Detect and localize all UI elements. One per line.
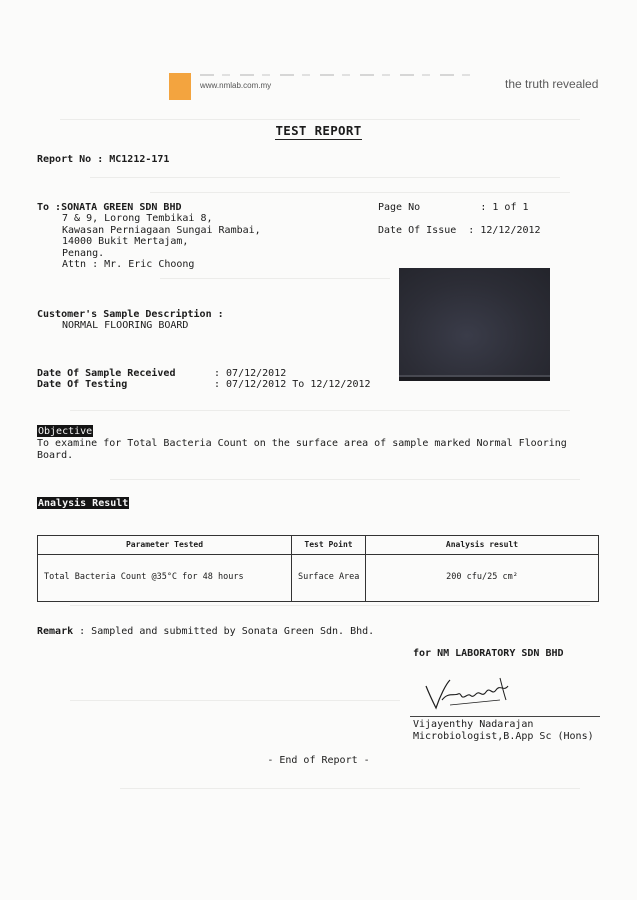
date-received-value: : 07/12/2012	[214, 368, 287, 379]
header-contact-smudge	[200, 74, 480, 76]
recipient-address	[62, 213, 261, 271]
analysis-result-table	[37, 535, 599, 602]
page-number: Page No : 1 of 1	[378, 202, 529, 213]
address-line: Kawasan Perniagaan Sungai Rambai,	[62, 224, 261, 236]
scan-artifact	[60, 119, 580, 120]
report-title	[0, 123, 637, 138]
address-line: Penang.	[62, 247, 105, 259]
analysis-heading	[37, 498, 129, 510]
table-cell-result: 200 cfu/25 cm²	[366, 555, 599, 602]
column-header: Test Point	[292, 536, 366, 555]
remark-label: Remark	[37, 626, 74, 637]
scan-artifact	[70, 700, 400, 701]
signer-name: Vijayenthy Nadarajan	[413, 719, 534, 730]
sample-description-label: Customer's Sample Description :	[37, 309, 224, 320]
remark	[37, 626, 374, 638]
signer-title: Microbiologist,B.App Sc (Hons)	[413, 731, 594, 742]
scan-artifact	[70, 605, 590, 606]
recipient-name: To :SONATA GREEN SDN BHD	[37, 202, 182, 213]
attention-line: Attn : Mr. Eric Choong	[62, 259, 195, 270]
report-title-text: TEST REPORT	[275, 123, 362, 138]
scan-artifact	[110, 479, 580, 480]
company-logo	[169, 73, 191, 100]
date-testing-value: : 07/12/2012 To 12/12/2012	[214, 379, 371, 390]
report-number: Report No : MC1212-171	[37, 154, 170, 165]
objective-heading	[37, 426, 93, 438]
signature-image	[420, 674, 530, 712]
tagline: the truth revealed	[505, 77, 599, 91]
objective-heading-text: Objective	[38, 426, 93, 437]
address-line: 7 & 9, Lorong Tembikai 8,	[62, 213, 213, 224]
table-row	[38, 555, 599, 602]
remark-text: : Sampled and submitted by Sonata Green Sdn. Bhd.	[73, 626, 375, 637]
sample-photo	[399, 268, 550, 381]
table-header-row	[38, 536, 599, 555]
signoff-company: for NM LABORATORY SDN BHD	[413, 648, 564, 659]
date-testing-label: Date Of Testing	[37, 379, 128, 390]
date-received-label: Date Of Sample Received	[37, 368, 176, 379]
scan-artifact	[90, 177, 560, 178]
website-text: www.nmlab.com.my	[200, 81, 272, 90]
signature-line	[410, 716, 600, 717]
analysis-heading-text: Analysis Result	[38, 498, 129, 509]
scan-artifact	[120, 788, 580, 789]
column-header: Parameter Tested	[38, 536, 292, 555]
table-cell-parameter: Total Bacteria Count @35°C for 48 hours	[38, 555, 292, 602]
end-of-report: - End of Report -	[267, 755, 370, 766]
scan-artifact	[160, 278, 390, 279]
scan-artifact	[70, 410, 570, 411]
column-header: Analysis result	[366, 536, 599, 555]
table-cell-test-point: Surface Area	[292, 555, 366, 602]
sample-description-value: NORMAL FLOORING BOARD	[62, 320, 189, 331]
date-of-issue: Date Of Issue : 12/12/2012	[378, 225, 541, 236]
address-line: 14000 Bukit Mertajam,	[62, 236, 189, 247]
scan-artifact	[150, 192, 570, 193]
objective-text: To examine for Total Bacteria Count on the surface area of sample marked Normal Flooring Board.	[37, 438, 567, 461]
